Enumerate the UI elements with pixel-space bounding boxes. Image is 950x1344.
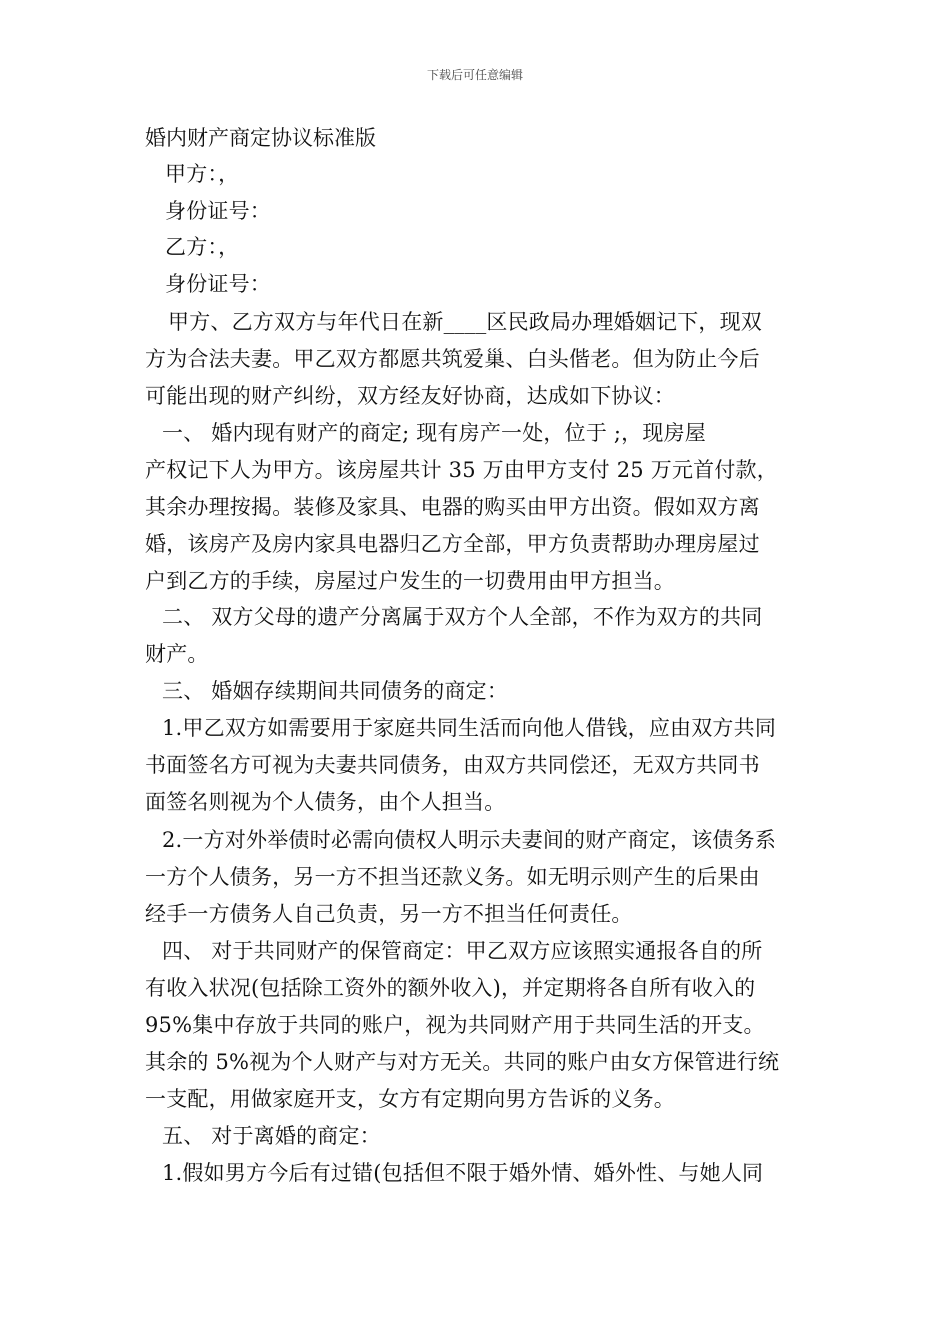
document-line: 一支配，用做家庭开支，女方有定期向男方告诉的义务。 (145, 1087, 675, 1111)
document-line: 户到乙方的手续，房屋过户发生的一切费用由甲方担当。 (145, 569, 675, 593)
document-line: 面签名则视为个人债务，由个人担当。 (145, 790, 506, 814)
document-line: 95%集中存放于共同的账户，视为共同财产用于共同生活的开支。 (145, 1013, 765, 1037)
document-line: 财产。 (145, 642, 209, 666)
document-title: 婚内财产商定协议标准版 (145, 126, 376, 150)
document-line: 其余的 5%视为个人财产与对方无关。共同的账户由女方保管进行统 (145, 1050, 780, 1074)
document-line: 1.假如男方今后有过错(包括但不限于婚外情、婚外性、与她人同 (162, 1161, 764, 1185)
document-line: 书面签名方可视为夫妻共同债务，由双方共同偿还，无双方共同书 (145, 753, 760, 777)
document-line: 甲方：， (165, 162, 240, 186)
document-line: 方为合法夫妻。甲乙双方都愿共筑爱巢、白头偕老。但为防止今后 (145, 347, 760, 371)
document-line: 一、 婚内现有财产的商定; 现有房产一处，位于 ;，现房屋 (162, 421, 706, 445)
document-line: 婚，该房产及房内家具电器归乙方全部，甲方负责帮助办理房屋过 (145, 532, 760, 556)
document-line: 四、 对于共同财产的保管商定：甲乙双方应该照实通报各自的所 (162, 939, 763, 963)
document-line: 经手一方债务人自己负责，另一方不担当任何责任。 (145, 902, 633, 926)
document-line: 其余办理按揭。装修及家具、电器的购买由甲方出资。假如双方离 (145, 495, 760, 519)
document-line: 身份证号： (165, 199, 271, 223)
document-line: 1.甲乙双方如需要用于家庭共同生活而向他人借钱，应由双方共同 (162, 716, 777, 740)
document-line: 一方个人债务，另一方不担当还款义务。如无明示则产生的后果由 (145, 865, 760, 889)
document-line: 甲方、乙方双方与年代日在新____区民政局办理婚姻记下，现双 (168, 310, 762, 334)
document-line: 五、 对于离婚的商定： (162, 1124, 381, 1148)
document-line: 身份证号： (165, 272, 271, 296)
document-line: 二、 双方父母的遗产分离属于双方个人全部，不作为双方的共同 (162, 605, 763, 629)
document-line: 2.一方对外举债时必需向债权人明示夫妻间的财产商定，该债务系 (162, 828, 777, 852)
document-line: 乙方：， (165, 235, 240, 259)
document-line: 有收入状况(包括除工资外的额外收入)，并定期将各自所有收入的 (145, 976, 756, 1000)
document-line: 三、 婚姻存续期间共同债务的商定： (162, 679, 509, 703)
document-line: 可能出现的财产纠纷，双方经友好协商，达成如下协议： (145, 384, 675, 408)
document-line: 产权记下人为甲方。该房屋共计 35 万由甲方支付 25 万元首付款， (145, 458, 778, 482)
page-header: 下载后可任意编辑 (426, 68, 523, 82)
